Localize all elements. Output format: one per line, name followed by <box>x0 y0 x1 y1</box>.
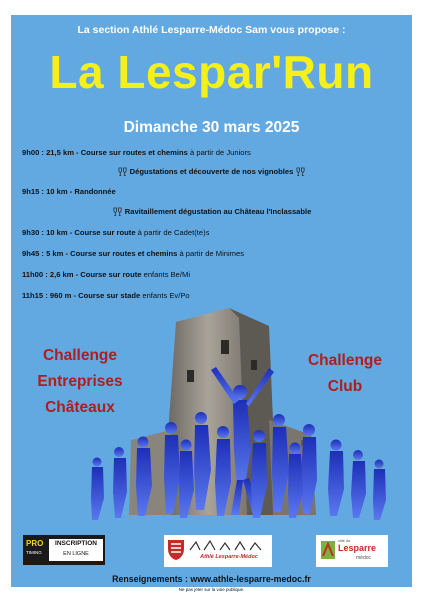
challenge-line: Châteaux <box>45 399 115 416</box>
program-event: 5 km - Course sur routes et chemins <box>46 249 178 258</box>
intro-text: La section Athlé Lesparre-Médoc Sam vous propose : <box>77 24 346 36</box>
town-name: Lesparre <box>338 543 377 553</box>
program-detail: à partir de Minimes <box>179 249 245 258</box>
contact-info[interactable]: Renseignements : www.athle-lesparre-medoc.fr <box>112 574 311 584</box>
protiming-pro: PRO <box>26 539 44 548</box>
program-event: 2,6 km - Course sur route <box>49 270 142 279</box>
program-line-6 <box>22 291 190 300</box>
challenge-line: Entreprises <box>37 373 123 390</box>
program-event: 10 km - Randonnée <box>46 187 116 196</box>
protiming-line1: INSCRIPTION <box>55 540 97 547</box>
program-line-1 <box>22 148 251 157</box>
challenge-club <box>295 348 395 400</box>
program-time: 9h15 : <box>22 187 44 196</box>
wine-glasses-icon <box>113 207 122 217</box>
program-note-1 <box>11 167 412 177</box>
town-small: ville de <box>338 538 351 543</box>
program-note-text: Dégustations et découverte de nos vignobles <box>129 167 294 176</box>
challenge-line: Challenge <box>307 352 383 369</box>
program-event: 21,5 km - Course sur routes et chemins <box>46 148 188 157</box>
event-title: La Lespar'Run <box>49 46 374 98</box>
wine-glasses-icon <box>296 167 305 177</box>
protiming-logo[interactable] <box>23 535 105 565</box>
program-note-text: Ravitaillement dégustation au Château l'Inclassable <box>124 207 312 216</box>
event-date: Dimanche 30 mars 2025 <box>123 119 300 136</box>
program-detail: enfants Be/Mi <box>143 270 191 279</box>
fine-print: Ne pas jeter sur la voie publique. <box>178 587 245 592</box>
town-logo[interactable] <box>316 535 388 567</box>
shield-icon <box>167 539 185 561</box>
program-time: 9h00 : <box>22 148 44 157</box>
challenge-entreprises <box>25 343 135 421</box>
program-time: 9h45 : <box>22 249 44 258</box>
program-note-2 <box>11 207 412 217</box>
protiming-timing: TIMING <box>26 550 42 555</box>
program-line-2 <box>22 187 116 196</box>
poster <box>11 15 412 592</box>
program-detail: à partir de Cadet(te)s <box>137 228 210 237</box>
program-event: 960 m - Course sur stade <box>49 291 141 300</box>
program-detail: à partir de Juniors <box>190 148 251 157</box>
club-name: Athlé Lesparre-Médoc <box>200 554 258 560</box>
town-emblem-icon <box>320 540 336 560</box>
wine-glasses-icon <box>118 167 127 177</box>
sponsor-logos <box>11 535 412 575</box>
tower-runners-illustration <box>11 300 412 545</box>
program-line-3 <box>22 228 209 237</box>
runners-logo-icon <box>188 538 270 552</box>
program-event: 10 km - Course sur route <box>46 228 136 237</box>
program-time: 11h00 : <box>22 270 48 279</box>
town-sub: médoc <box>356 555 372 561</box>
club-logo[interactable] <box>164 535 272 567</box>
challenge-line: Challenge <box>42 347 118 364</box>
program-line-5 <box>22 270 190 279</box>
challenge-line: Club <box>327 378 363 395</box>
program-line-4 <box>22 249 244 258</box>
program-time: 9h30 : <box>22 228 44 237</box>
protiming-line2: EN LIGNE <box>63 551 89 557</box>
program-time: 11h15 : <box>22 291 48 300</box>
program-detail: enfants Ev/Po <box>142 291 190 300</box>
